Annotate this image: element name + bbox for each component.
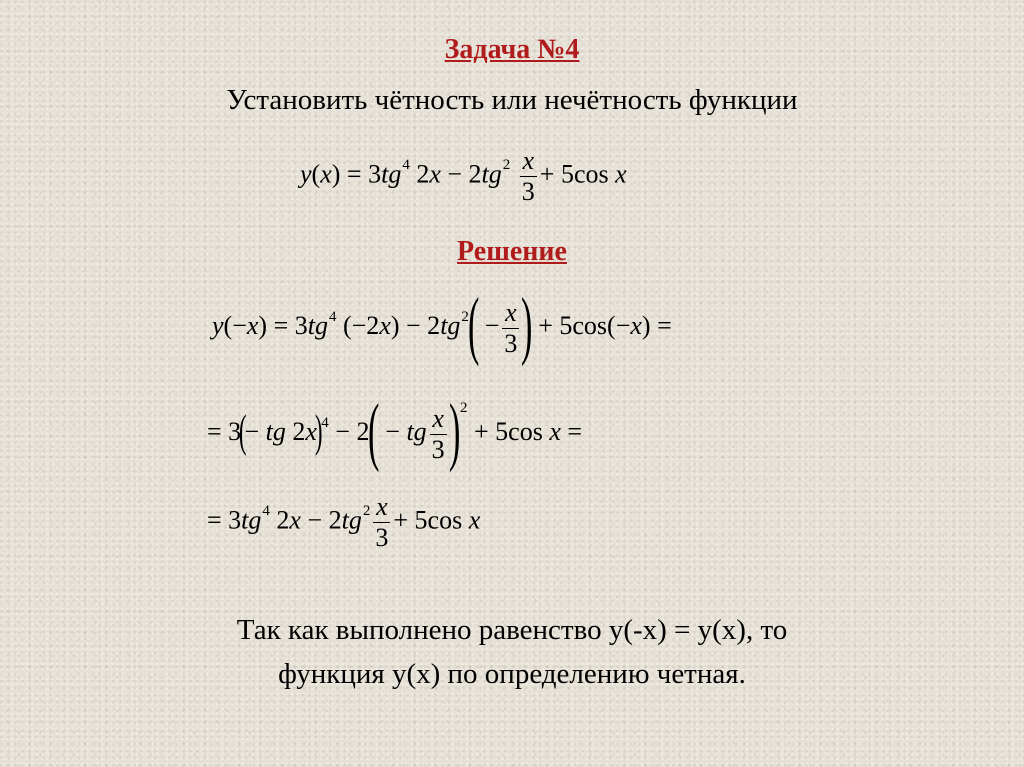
solution-step-2: = 3(− tg 2x)$^4$ − 2( − tg $\frac{x}{3}$ )$^2$ + 5cos x = (207, 389, 583, 473)
solution-step-1: $y(-x) = 3tg^4$ $(-2x) - 2tg^2$( − $\frac{x}{3}$ ) + 5cos(−x) = (212, 283, 672, 367)
solution-heading: Решение (457, 236, 567, 267)
function-formula: $y(x) = 3tg^4$ $2x - 2tg^2$ $\frac{x}{3}$ + 5cos x (300, 146, 627, 206)
solution-step-3: = $3tg^4$ $2x - 2tg^2$ $\frac{x}{3}$ + 5cos x (207, 492, 481, 552)
conclusion-line-2: функция y(x) по определению четная. (278, 658, 746, 690)
task-statement: Установить чётность или нечётность функции (226, 84, 798, 116)
task-title: Задача №4 (444, 34, 580, 65)
conclusion-line-1: Так как выполнено равенство y(-x) = y(x), то (236, 614, 788, 646)
